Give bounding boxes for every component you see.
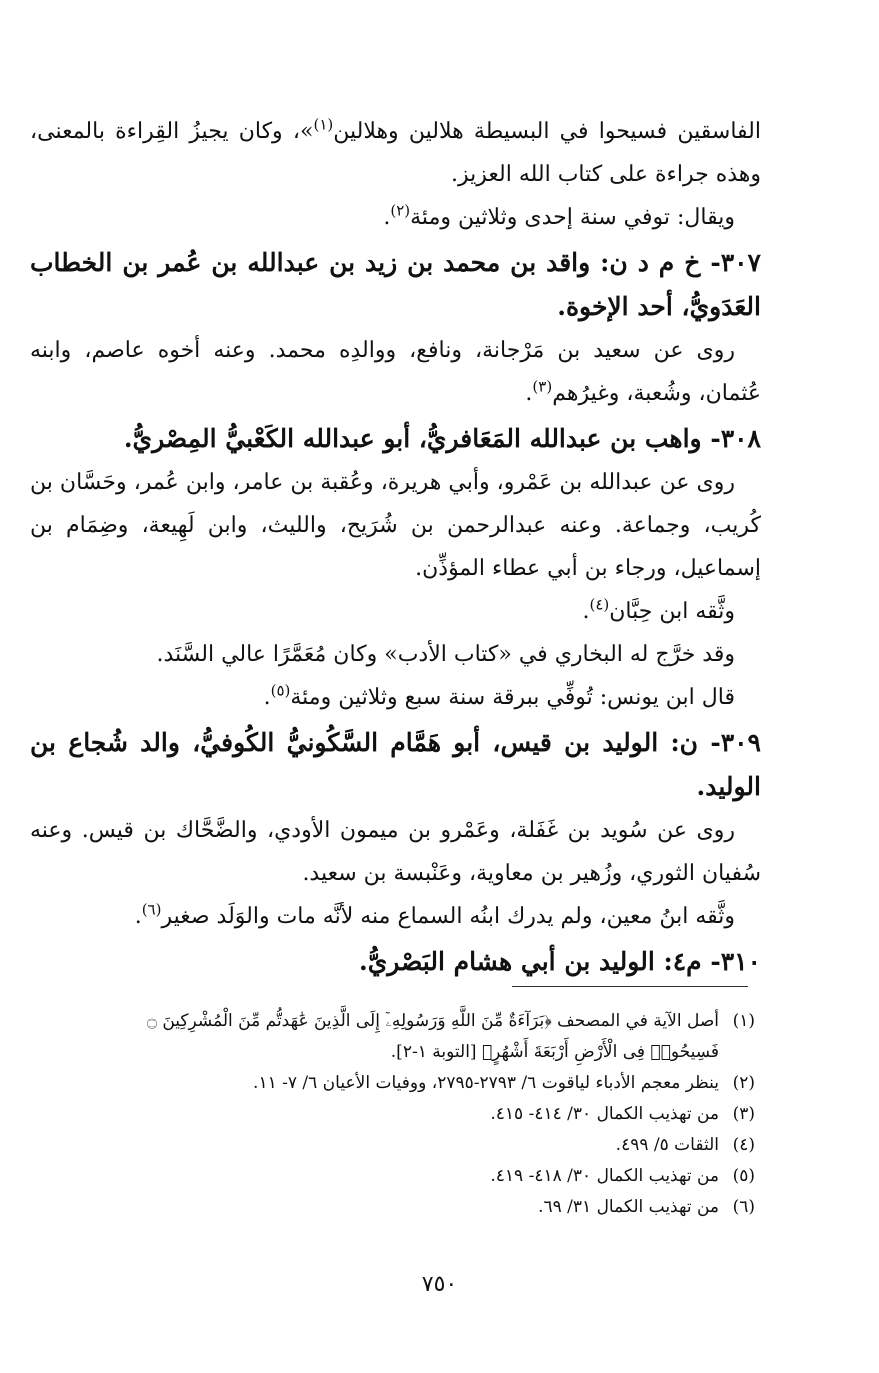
- entry-heading-308: ٣٠٨- واهب بن عبدالله المَعَافريُّ، أبو عبدالله الكَعْبيُّ المِصْريُّ.: [123, 424, 761, 453]
- footnote: (١) أصل الآية في المصحف ﴿بَرَآءَةٌ مِّنَ اللَّهِ وَرَسُولِهِۦٓ إِلَى الَّذِينَ عَٰهَدتُّم مِّنَ الْمُشْرِكِينَ ۝ فَسِيحُوا۟ فِى الْأَرْضِ أَرْبَعَةَ أَشْهُرٍ﴾ [التوبة ١-٢].: [146, 1011, 755, 1062]
- footnote: (٦) من تهذيب الكمال ٣١/ ٦٩.: [538, 1197, 755, 1217]
- footnotes: [100, 1006, 755, 1223]
- footnote-marker: (١): [313, 115, 334, 134]
- paragraph: وثَّقه ابنُ معين، ولم يدرك ابنُه السماع منه لأنَّه مات والوَلَد صغير$^{(٦)}$.: [134, 900, 735, 929]
- paragraph: ويقال: توفي سنة إحدى وثلاثين ومئة$^{(٢)}$.: [383, 201, 735, 230]
- footnote-divider: [512, 986, 748, 987]
- footnote-marker: (٥): [270, 681, 291, 700]
- paragraph: روى عن سُويد بن غَفَلة، وعَمْرو بن ميمون الأودي، والضَّحَّاك بن قيس. وعنه سُفيان الثوري، وزُهير بن معاوية، وعَنْبسة بن سعيد.: [30, 818, 761, 886]
- footnote: (٥) من تهذيب الكمال ٣٠/ ٤١٨- ٤١٩.: [490, 1166, 755, 1186]
- paragraph: وقد خرَّج له البخاري في «كتاب الأدب» وكان مُعَمَّرًا عالي السَّنَد.: [156, 642, 735, 667]
- footnote-marker: (٤): [589, 595, 610, 614]
- footnote: (٣) من تهذيب الكمال ٣٠/ ٤١٤- ٤١٥.: [490, 1104, 755, 1124]
- paragraph: روى عن عبدالله بن عَمْرو، وأبي هريرة، وعُقبة بن عامر، وابن عُمر، وحَسَّان بن كُريب، وجماعة. وعنه عبدالرحمن بن شُرَيح، والليث، وابن لَهِيعة، وضِمَام بن إسماعيل، ورجاء بن أبي عطاء المؤذِّن.: [30, 470, 761, 581]
- paragraph: وثَّقه ابن حِبَّان$^{(٤)}$.: [582, 595, 735, 624]
- page-number: ٧٥٠: [421, 1272, 458, 1297]
- footnote: (٤) الثقات ٥/ ٤٩٩.: [615, 1135, 755, 1155]
- main-text: [30, 110, 761, 984]
- footnote-marker: (٢): [390, 201, 411, 220]
- entry-heading-310: ٣١٠- م٤: الوليد بن أبي هشام البَصْريُّ.: [359, 947, 761, 976]
- entry-heading-307: ٣٠٧- خ م د ن: واقد بن محمد بن زيد بن عبدالله بن عُمر بن الخطاب العَدَويُّ، أحد الإخوة.: [30, 248, 761, 321]
- footnote: (٢) ينظر معجم الأدباء لياقوت ٦/ ٢٧٩٣-٢٧٩٥، ووفيات الأعيان ٦/ ٧- ١١.: [253, 1073, 755, 1093]
- entry-heading-309: ٣٠٩- ن: الوليد بن قيس، أبو هَمَّام السَّكُونيُّ الكُوفيُّ، والد شُجاع بن الوليد.: [30, 728, 761, 801]
- paragraph: الفاسقين فسيحوا في البسيطة هلالين وهلالين$^{(١)}$»، وكان يجيزُ القِراءة بالمعنى، وهذه جراءة على كتاب الله العزيز.: [30, 115, 761, 187]
- footnote-marker: (٣): [532, 377, 553, 396]
- paragraph: قال ابن يونس: تُوفِّي ببرقة سنة سبع وثلاثين ومئة$^{(٥)}$.: [263, 681, 735, 710]
- paragraph: روى عن سعيد بن مَرْجانة، ونافع، ووالدِه محمد. وعنه أخوه عاصم، وابنه عُثمان، وشُعبة، وغيرُهم$^{(٣)}$.: [30, 338, 761, 406]
- footnote-marker: (٦): [141, 900, 162, 919]
